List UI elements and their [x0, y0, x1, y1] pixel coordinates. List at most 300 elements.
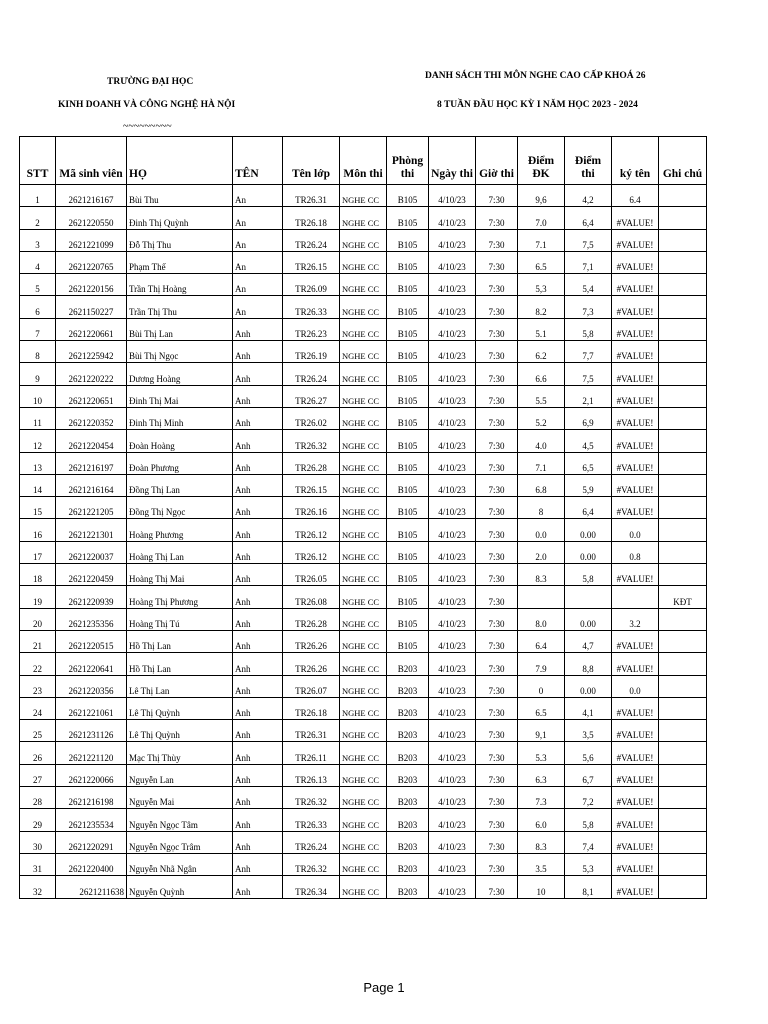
- student-id-cell: 2621216198: [56, 787, 127, 809]
- class-cell: TR26.28: [283, 452, 340, 474]
- surname-cell: Phạm Thế: [127, 251, 233, 273]
- room-cell: B105: [387, 519, 429, 541]
- notes-cell: [659, 697, 707, 719]
- stt-cell: 12: [20, 430, 56, 452]
- condition-score-cell: 9,6: [518, 185, 565, 207]
- student-id-cell: 2621220550: [56, 207, 127, 229]
- date-cell: 4/10/23: [429, 720, 476, 742]
- subject-cell: NGHE CC: [340, 474, 387, 496]
- condition-score-cell: 8.2: [518, 296, 565, 318]
- notes-cell: [659, 185, 707, 207]
- signature-cell: #VALUE!: [612, 787, 659, 809]
- surname-cell: Đoàn Hoàng: [127, 430, 233, 452]
- table-row: [20, 251, 707, 273]
- notes-cell: [659, 363, 707, 385]
- notes-cell: [659, 452, 707, 474]
- condition-score-cell: 5,3: [518, 274, 565, 296]
- given-name-cell: Anh: [233, 341, 283, 363]
- exam-score-cell: 6,9: [565, 407, 612, 429]
- signature-cell: #VALUE!: [612, 742, 659, 764]
- time-cell: 7:30: [476, 876, 518, 898]
- notes-cell: [659, 474, 707, 496]
- notes-cell: [659, 519, 707, 541]
- table-row: [20, 296, 707, 318]
- surname-cell: Hoàng Thị Lan: [127, 541, 233, 563]
- condition-score-cell: 9,1: [518, 720, 565, 742]
- given-name-cell: An: [233, 229, 283, 251]
- student-id-cell: 2621150227: [56, 296, 127, 318]
- signature-cell: #VALUE!: [612, 251, 659, 273]
- student-id-cell: 2621221061: [56, 697, 127, 719]
- given-name-cell: Anh: [233, 519, 283, 541]
- signature-cell: #VALUE!: [612, 474, 659, 496]
- room-cell: B105: [387, 296, 429, 318]
- given-name-cell: Anh: [233, 853, 283, 875]
- table-row: [20, 809, 707, 831]
- table-row: [20, 720, 707, 742]
- table-row: [20, 742, 707, 764]
- col-header-exam-score: Điểm thi: [565, 137, 612, 185]
- subject-cell: NGHE CC: [340, 564, 387, 586]
- stt-cell: 1: [20, 185, 56, 207]
- exam-score-cell: 5,6: [565, 742, 612, 764]
- surname-cell: Trần Thị Thu: [127, 296, 233, 318]
- exam-score-cell: 5,4: [565, 274, 612, 296]
- signature-cell: 3.2: [612, 608, 659, 630]
- room-cell: B105: [387, 474, 429, 496]
- exam-score-cell: 3,5: [565, 720, 612, 742]
- signature-cell: #VALUE!: [612, 497, 659, 519]
- surname-cell: Đinh Thị Mai: [127, 385, 233, 407]
- signature-cell: #VALUE!: [612, 876, 659, 898]
- stt-cell: 2: [20, 207, 56, 229]
- signature-cell: #VALUE!: [612, 697, 659, 719]
- time-cell: 7:30: [476, 452, 518, 474]
- surname-cell: Hoàng Thị Mai: [127, 564, 233, 586]
- class-cell: TR26.15: [283, 251, 340, 273]
- student-id-cell: 2621235356: [56, 608, 127, 630]
- col-header-date: Ngày thi: [429, 137, 476, 185]
- room-cell: B105: [387, 341, 429, 363]
- time-cell: 7:30: [476, 675, 518, 697]
- signature-cell: #VALUE!: [612, 653, 659, 675]
- subject-cell: NGHE CC: [340, 341, 387, 363]
- table-row: [20, 630, 707, 652]
- class-cell: TR26.28: [283, 608, 340, 630]
- date-cell: 4/10/23: [429, 697, 476, 719]
- given-name-cell: Anh: [233, 385, 283, 407]
- surname-cell: Hoàng Thị Phương: [127, 586, 233, 608]
- date-cell: 4/10/23: [429, 653, 476, 675]
- date-cell: 4/10/23: [429, 274, 476, 296]
- room-cell: B203: [387, 787, 429, 809]
- stt-cell: 26: [20, 742, 56, 764]
- exam-score-cell: 7,4: [565, 831, 612, 853]
- notes-cell: [659, 876, 707, 898]
- notes-cell: [659, 296, 707, 318]
- surname-cell: Bùi Thị Ngọc: [127, 341, 233, 363]
- subject-cell: NGHE CC: [340, 207, 387, 229]
- student-id-cell: 2621221099: [56, 229, 127, 251]
- condition-score-cell: 6.5: [518, 251, 565, 273]
- notes-cell: [659, 341, 707, 363]
- condition-score-cell: 6.0: [518, 809, 565, 831]
- student-id-cell: 2621221301: [56, 519, 127, 541]
- table-row: [20, 586, 707, 608]
- condition-score-cell: 10: [518, 876, 565, 898]
- subject-cell: NGHE CC: [340, 541, 387, 563]
- given-name-cell: Anh: [233, 876, 283, 898]
- col-header-time: Giờ thi: [476, 137, 518, 185]
- subject-cell: NGHE CC: [340, 452, 387, 474]
- exam-score-cell: 5,8: [565, 318, 612, 340]
- exam-score-cell: 5,9: [565, 474, 612, 496]
- room-cell: B105: [387, 185, 429, 207]
- subject-cell: NGHE CC: [340, 697, 387, 719]
- given-name-cell: Anh: [233, 742, 283, 764]
- date-cell: 4/10/23: [429, 608, 476, 630]
- surname-cell: Nguyễn Quỳnh: [127, 876, 233, 898]
- surname-cell: Đồng Thị Lan: [127, 474, 233, 496]
- student-id-cell: 2621225942: [56, 341, 127, 363]
- surname-cell: Nguyễn Lan: [127, 764, 233, 786]
- table-row: [20, 697, 707, 719]
- time-cell: 7:30: [476, 385, 518, 407]
- table-row: [20, 430, 707, 452]
- col-header-condition-score: Điểm ĐK: [518, 137, 565, 185]
- student-id-cell: 2621220066: [56, 764, 127, 786]
- surname-cell: Trần Thị Hoàng: [127, 274, 233, 296]
- notes-cell: [659, 385, 707, 407]
- notes-cell: [659, 497, 707, 519]
- notes-cell: [659, 318, 707, 340]
- stt-cell: 18: [20, 564, 56, 586]
- stt-cell: 15: [20, 497, 56, 519]
- table-row: [20, 876, 707, 898]
- notes-cell: [659, 831, 707, 853]
- signature-cell: #VALUE!: [612, 853, 659, 875]
- date-cell: 4/10/23: [429, 876, 476, 898]
- table-row: [20, 608, 707, 630]
- stt-cell: 25: [20, 720, 56, 742]
- given-name-cell: Anh: [233, 541, 283, 563]
- condition-score-cell: 7.9: [518, 653, 565, 675]
- col-header-room: Phòng thi: [387, 137, 429, 185]
- class-cell: TR26.08: [283, 586, 340, 608]
- time-cell: 7:30: [476, 697, 518, 719]
- time-cell: 7:30: [476, 809, 518, 831]
- subject-cell: NGHE CC: [340, 363, 387, 385]
- date-cell: 4/10/23: [429, 229, 476, 251]
- exam-score-cell: 6,4: [565, 207, 612, 229]
- surname-cell: Đồng Thị Ngọc: [127, 497, 233, 519]
- class-cell: TR26.09: [283, 274, 340, 296]
- room-cell: B105: [387, 385, 429, 407]
- given-name-cell: Anh: [233, 809, 283, 831]
- notes-cell: [659, 251, 707, 273]
- date-cell: 4/10/23: [429, 430, 476, 452]
- col-header-signature: ký tên: [612, 137, 659, 185]
- stt-cell: 3: [20, 229, 56, 251]
- date-cell: 4/10/23: [429, 363, 476, 385]
- date-cell: 4/10/23: [429, 564, 476, 586]
- notes-cell: [659, 720, 707, 742]
- date-cell: 4/10/23: [429, 742, 476, 764]
- subject-cell: NGHE CC: [340, 497, 387, 519]
- given-name-cell: An: [233, 296, 283, 318]
- time-cell: 7:30: [476, 318, 518, 340]
- surname-cell: Hồ Thị Lan: [127, 630, 233, 652]
- stt-cell: 19: [20, 586, 56, 608]
- exam-score-cell: 6,5: [565, 452, 612, 474]
- date-cell: 4/10/23: [429, 385, 476, 407]
- student-id-cell: 2621220400: [56, 853, 127, 875]
- room-cell: B105: [387, 363, 429, 385]
- class-cell: TR26.11: [283, 742, 340, 764]
- given-name-cell: Anh: [233, 675, 283, 697]
- time-cell: 7:30: [476, 430, 518, 452]
- date-cell: 4/10/23: [429, 630, 476, 652]
- condition-score-cell: 7.3: [518, 787, 565, 809]
- subject-cell: NGHE CC: [340, 675, 387, 697]
- signature-cell: 0.0: [612, 519, 659, 541]
- condition-score-cell: 0: [518, 675, 565, 697]
- class-cell: TR26.19: [283, 341, 340, 363]
- table-row: [20, 519, 707, 541]
- stt-cell: 9: [20, 363, 56, 385]
- exam-score-cell: 0.00: [565, 675, 612, 697]
- given-name-cell: Anh: [233, 787, 283, 809]
- condition-score-cell: 0.0: [518, 519, 565, 541]
- time-cell: 7:30: [476, 853, 518, 875]
- room-cell: B203: [387, 876, 429, 898]
- subject-cell: NGHE CC: [340, 586, 387, 608]
- stt-cell: 16: [20, 519, 56, 541]
- table-header-row: [20, 137, 707, 185]
- surname-cell: Nguyễn Ngọc Tâm: [127, 809, 233, 831]
- given-name-cell: An: [233, 251, 283, 273]
- condition-score-cell: 8.3: [518, 831, 565, 853]
- notes-cell: [659, 430, 707, 452]
- time-cell: 7:30: [476, 742, 518, 764]
- condition-score-cell: 4.0: [518, 430, 565, 452]
- student-id-cell: 2621220156: [56, 274, 127, 296]
- surname-cell: Đinh Thị Quỳnh: [127, 207, 233, 229]
- table-row: [20, 341, 707, 363]
- stt-cell: 21: [20, 630, 56, 652]
- signature-cell: [612, 586, 659, 608]
- student-id-cell: 2621220651: [56, 385, 127, 407]
- exam-score-cell: 7,5: [565, 229, 612, 251]
- subject-cell: NGHE CC: [340, 608, 387, 630]
- class-cell: TR26.32: [283, 853, 340, 875]
- date-cell: 4/10/23: [429, 474, 476, 496]
- surname-cell: Nguyễn Mai: [127, 787, 233, 809]
- given-name-cell: Anh: [233, 474, 283, 496]
- exam-score-cell: 8,8: [565, 653, 612, 675]
- class-cell: TR26.12: [283, 519, 340, 541]
- col-header-surname: HỌ: [127, 137, 233, 185]
- surname-cell: Nguyễn Nhã Ngân: [127, 853, 233, 875]
- time-cell: 7:30: [476, 296, 518, 318]
- decorative-divider: ~~~~~~~~~: [123, 121, 172, 132]
- notes-cell: [659, 541, 707, 563]
- table-row: [20, 564, 707, 586]
- condition-score-cell: 7.1: [518, 452, 565, 474]
- time-cell: 7:30: [476, 831, 518, 853]
- table-row: [20, 185, 707, 207]
- notes-cell: [659, 809, 707, 831]
- given-name-cell: Anh: [233, 831, 283, 853]
- document-subtitle: 8 TUẦN ĐẦU HỌC KỲ I NĂM HỌC 2023 - 2024: [437, 100, 638, 110]
- room-cell: B105: [387, 274, 429, 296]
- student-id-cell: 2621220641: [56, 653, 127, 675]
- room-cell: B105: [387, 452, 429, 474]
- stt-cell: 13: [20, 452, 56, 474]
- subject-cell: NGHE CC: [340, 318, 387, 340]
- date-cell: 4/10/23: [429, 497, 476, 519]
- exam-score-cell: [565, 586, 612, 608]
- notes-cell: [659, 608, 707, 630]
- class-cell: TR26.24: [283, 229, 340, 251]
- time-cell: 7:30: [476, 341, 518, 363]
- surname-cell: Dương Hoàng: [127, 363, 233, 385]
- notes-cell: [659, 787, 707, 809]
- surname-cell: Bùi Thu: [127, 185, 233, 207]
- signature-cell: 6.4: [612, 185, 659, 207]
- room-cell: B105: [387, 430, 429, 452]
- table-row: [20, 229, 707, 251]
- condition-score-cell: 6.6: [518, 363, 565, 385]
- condition-score-cell: 3.5: [518, 853, 565, 875]
- class-cell: TR26.16: [283, 497, 340, 519]
- notes-cell: [659, 630, 707, 652]
- subject-cell: NGHE CC: [340, 229, 387, 251]
- class-cell: TR26.33: [283, 296, 340, 318]
- given-name-cell: Anh: [233, 630, 283, 652]
- notes-cell: [659, 653, 707, 675]
- class-cell: TR26.12: [283, 541, 340, 563]
- table-row: [20, 675, 707, 697]
- subject-cell: NGHE CC: [340, 853, 387, 875]
- stt-cell: 7: [20, 318, 56, 340]
- student-id-cell: 2621221120: [56, 742, 127, 764]
- time-cell: 7:30: [476, 274, 518, 296]
- date-cell: 4/10/23: [429, 853, 476, 875]
- signature-cell: #VALUE!: [612, 229, 659, 251]
- condition-score-cell: 7.1: [518, 229, 565, 251]
- room-cell: B105: [387, 251, 429, 273]
- exam-list-table: [19, 136, 707, 899]
- class-cell: TR26.18: [283, 697, 340, 719]
- class-cell: TR26.26: [283, 630, 340, 652]
- surname-cell: Hồ Thị Lan: [127, 653, 233, 675]
- subject-cell: NGHE CC: [340, 876, 387, 898]
- table-row: [20, 363, 707, 385]
- class-cell: TR26.15: [283, 474, 340, 496]
- condition-score-cell: 6.3: [518, 764, 565, 786]
- table-row: [20, 541, 707, 563]
- time-cell: 7:30: [476, 764, 518, 786]
- room-cell: B203: [387, 742, 429, 764]
- surname-cell: Lê Thị Quỳnh: [127, 720, 233, 742]
- student-id-cell: 2621220352: [56, 407, 127, 429]
- condition-score-cell: 5.1: [518, 318, 565, 340]
- given-name-cell: Anh: [233, 586, 283, 608]
- student-id-cell: 2621220454: [56, 430, 127, 452]
- class-cell: TR26.05: [283, 564, 340, 586]
- exam-score-cell: 2,1: [565, 385, 612, 407]
- room-cell: B203: [387, 853, 429, 875]
- time-cell: 7:30: [476, 363, 518, 385]
- condition-score-cell: [518, 586, 565, 608]
- notes-cell: [659, 407, 707, 429]
- exam-score-cell: 6,4: [565, 497, 612, 519]
- date-cell: 4/10/23: [429, 787, 476, 809]
- col-header-given-name: TÊN: [233, 137, 283, 185]
- surname-cell: Đinh Thị Minh: [127, 407, 233, 429]
- condition-score-cell: 5.5: [518, 385, 565, 407]
- exam-score-cell: 0.00: [565, 541, 612, 563]
- student-id-cell: 2621216164: [56, 474, 127, 496]
- date-cell: 4/10/23: [429, 809, 476, 831]
- student-id-cell: 2621220515: [56, 630, 127, 652]
- notes-cell: [659, 564, 707, 586]
- room-cell: B105: [387, 541, 429, 563]
- subject-cell: NGHE CC: [340, 407, 387, 429]
- signature-cell: #VALUE!: [612, 341, 659, 363]
- stt-cell: 28: [20, 787, 56, 809]
- surname-cell: Hoàng Thị Tú: [127, 608, 233, 630]
- table-row: [20, 474, 707, 496]
- stt-cell: 20: [20, 608, 56, 630]
- exam-score-cell: 7,1: [565, 251, 612, 273]
- time-cell: 7:30: [476, 541, 518, 563]
- signature-cell: #VALUE!: [612, 764, 659, 786]
- exam-score-cell: 7,5: [565, 363, 612, 385]
- student-id-cell: 2621220939: [56, 586, 127, 608]
- class-cell: TR26.07: [283, 675, 340, 697]
- student-id-cell: 2621220356: [56, 675, 127, 697]
- stt-cell: 14: [20, 474, 56, 496]
- surname-cell: Lê Thị Quỳnh: [127, 697, 233, 719]
- signature-cell: 0.0: [612, 675, 659, 697]
- date-cell: 4/10/23: [429, 318, 476, 340]
- school-name-line2: KINH DOANH VÀ CÔNG NGHỆ HÀ NỘI: [58, 100, 236, 110]
- signature-cell: #VALUE!: [612, 430, 659, 452]
- student-id-cell: 2621220037: [56, 541, 127, 563]
- time-cell: 7:30: [476, 564, 518, 586]
- surname-cell: Mạc Thị Thùy: [127, 742, 233, 764]
- signature-cell: #VALUE!: [612, 720, 659, 742]
- surname-cell: Nguyễn Ngọc Trâm: [127, 831, 233, 853]
- condition-score-cell: 8: [518, 497, 565, 519]
- student-id-cell: 2621211638: [56, 876, 127, 898]
- school-name-line1: TRƯỜNG ĐẠI HỌC: [107, 77, 194, 87]
- notes-cell: [659, 229, 707, 251]
- notes-cell: KĐT: [659, 586, 707, 608]
- student-id-cell: 2621220765: [56, 251, 127, 273]
- date-cell: 4/10/23: [429, 407, 476, 429]
- signature-cell: #VALUE!: [612, 385, 659, 407]
- stt-cell: 31: [20, 853, 56, 875]
- stt-cell: 27: [20, 764, 56, 786]
- time-cell: 7:30: [476, 407, 518, 429]
- stt-cell: 29: [20, 809, 56, 831]
- room-cell: B105: [387, 318, 429, 340]
- exam-score-cell: 7,2: [565, 787, 612, 809]
- subject-cell: NGHE CC: [340, 296, 387, 318]
